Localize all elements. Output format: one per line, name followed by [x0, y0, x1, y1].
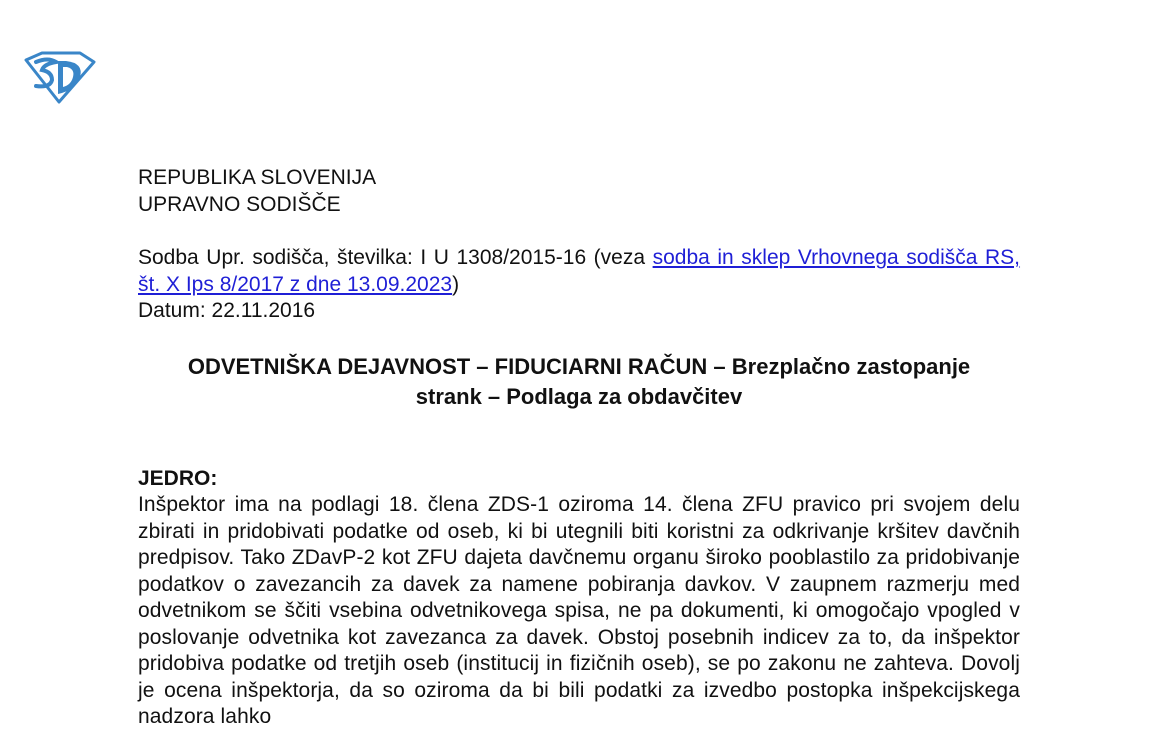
supreme-court-link[interactable]: sodba in sklep Vrhovnega sodišča RS, št. X Ips 8/2017 z dne 13.09.2023: [138, 246, 1021, 296]
reference-prefix: Sodba Upr. sodišča, številka: I U 1308/2015-16 (veza: [138, 246, 653, 269]
court-logo-icon: [22, 50, 96, 104]
court-country: REPUBLIKA SLOVENIJA: [138, 166, 377, 189]
decision-date: Datum: 22.11.2016: [138, 299, 316, 322]
court-name: UPRAVNO SODIŠČE: [138, 192, 341, 216]
jedro-heading: JEDRO:: [138, 466, 218, 490]
document-title: ODVETNIŠKA DEJAVNOST – FIDUCIARNI RAČUN – Brezplačno zastopanje strank – Podlaga za obdavčitev: [187, 353, 971, 409]
case-reference: [138, 245, 1020, 298]
reference-suffix: ): [452, 272, 460, 296]
document-page: [138, 165, 1020, 731]
jedro-text: Inšpektor ima na podlagi 18. člena ZDS-1 oziroma 14. člena ZFU pravico pri svojem delu zbirati in pridobivati podatke od oseb, ki bi utegnili biti koristni za odkrivanje kršitev davčnih predpisov. Tako ZDavP-2 kot ZFU dajeta davčnemu organu široko pooblastilo za pridobivanje podatkov o zavezancih za davek za namene pobiranja davkov. V zaupnem razmerju med odvetnikom se ščiti vsebina odvetnikovega spisa, ne pa dokumenti, ki omogočajo vpogled v poslovanje odvetnika kot zavezanca za davek. Obstoj posebnih indicev za to, da inšpektor pridobiva podatke od tretjih oseb (institucij in fizičnih oseb), se po zakonu ne zahteva. Dovolj je ocena inšpektorja, da so oziroma da bi bili podatki za izvedbo postopka inšpekcijskega nadzora lahko: [138, 493, 1020, 728]
court-header: [138, 165, 1020, 218]
